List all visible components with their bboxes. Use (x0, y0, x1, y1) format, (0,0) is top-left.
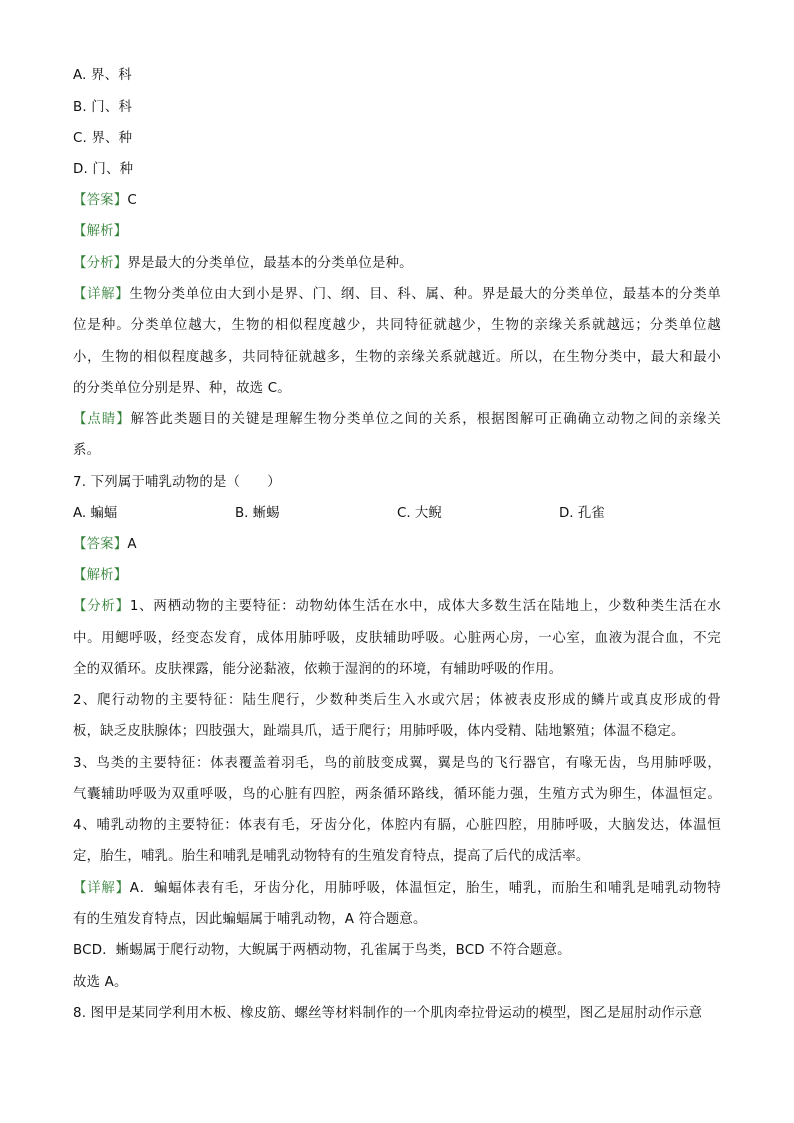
xiangjie-line-2: 位是种。分类单位越大，生物的相似程度越少，共同特征就越少，生物的亲缘关系就越远；分类单位越 (73, 318, 721, 333)
option-b: B. 门、科 (73, 100, 133, 115)
q7-analysis-tag: 【解析】 (73, 568, 128, 583)
q7-answer-tag: 【答案】 (73, 537, 128, 552)
q7-fenxi-line-3: 全的双循环。皮肤裸露，能分泌黏液，依赖于湿润的的环境，有辅助呼吸的作用。 (73, 662, 563, 677)
q8-stem: 8. 图甲是某同学利用木板、橡皮筋、螺丝等材料制作的一个肌肉牵拉骨运动的模型，图乙是屈肘动作示意 (73, 1006, 703, 1021)
q7-option-c: C. 大鲵 (397, 506, 442, 521)
q7-fenxi-text: 1、两栖动物的主要特征：动物幼体生活在水中，成体大多数生活在陆地上，少数种类生活在水 (129, 599, 721, 614)
q7-option-a: A. 蝙蝠 (73, 506, 118, 521)
answer-line (73, 191, 137, 211)
dianjing-line-1 (73, 410, 721, 430)
q7-xiangjie-line-1 (73, 879, 721, 899)
q7-xiangjie-line-3: BCD．蜥蜴属于爬行动物，大鲵属于两栖动物，孔雀属于鸟类，BCD 不符合题意。 (73, 943, 571, 958)
fenxi-text: 界是最大的分类单位，最基本的分类单位是种。 (127, 256, 413, 271)
fenxi-line (73, 254, 413, 274)
q7-fenxi-line-7: 气囊辅助呼吸为双重呼吸，鸟的心脏有四腔，两条循环路线，循环能力强，生殖方式为卵生，体温恒定。 (73, 787, 721, 802)
q7-fenxi-line-1 (73, 597, 721, 617)
xiangjie-line-4: 的分类单位分别是界、种，故选 C。 (73, 381, 291, 396)
option-c: C. 界、种 (73, 131, 133, 146)
option-a: A. 界、科 (73, 68, 132, 83)
xiangjie-tag: 【详解】 (73, 287, 130, 302)
xiangjie-line-3: 小，生物的相似程度越多，共同特征就越多，生物的亲缘关系就越近。所以，在生物分类中，最大和最小 (73, 350, 721, 365)
q7-fenxi-line-5: 板，缺乏皮肤腺体；四肢强大，趾端具爪，适于爬行；用肺呼吸，体内受精、陆地繁殖；体温不稳定。 (73, 724, 685, 739)
answer-value: C (127, 193, 137, 208)
q7-option-b: B. 蜥蜴 (235, 506, 280, 521)
xiangjie-text: 生物分类单位由大到小是界、门、纲、目、科、属、种。界是最大的分类单位，最基本的分类单 (129, 287, 721, 302)
q7-fenxi-line-6: 3、鸟类的主要特征：体表覆盖着羽毛，鸟的前肢变成翼，翼是鸟的飞行器官，有喙无齿，鸟用肺呼吸， (73, 756, 721, 771)
analysis-tag: 【解析】 (73, 224, 128, 239)
q7-fenxi-line-4: 2、爬行动物的主要特征：陆生爬行，少数种类后生入水或穴居；体被表皮形成的鳞片或真皮形成的骨 (73, 693, 721, 708)
answer-tag: 【答案】 (73, 193, 128, 208)
q7-fenxi-line-9: 定，胎生，哺乳。胎生和哺乳是哺乳动物特有的生殖发育特点，提高了后代的成活率。 (73, 849, 590, 864)
q7-fenxi-tag: 【分析】 (73, 599, 130, 614)
q7-fenxi-line-2: 中。用鳃呼吸，经变态发育，成体用肺呼吸，皮肤辅助呼吸。心脏两心房，一心室，血液为混合血，不完 (73, 631, 721, 646)
q7-answer-line (73, 535, 137, 555)
q7-xiangjie-line-4: 故选 A。 (73, 975, 128, 990)
q7-option-d: D. 孔雀 (559, 506, 605, 521)
dianjing-line-2: 系。 (73, 443, 101, 458)
xiangjie-line-1 (73, 285, 721, 305)
q7-xiangjie-line-2: 有的生殖发育特点，因此蝙蝠属于哺乳动物，A 符合题意。 (73, 912, 427, 927)
q7-fenxi-line-8: 4、哺乳动物的主要特征：体表有毛，牙齿分化，体腔内有膈，心脏四腔，用肺呼吸，大脑发达，体温恒 (73, 818, 721, 833)
option-d: D. 门、种 (73, 162, 134, 177)
q7-xiangjie-tag: 【详解】 (73, 881, 130, 896)
dianjing-text: 解答此类题目的关键是理解生物分类单位之间的关系，根据图解可正确确立动物之间的亲缘关 (130, 412, 721, 427)
q7-answer-value: A (127, 537, 137, 552)
dianjing-tag: 【点睛】 (73, 412, 131, 427)
q7-xiangjie-text: A．蝙蝠体表有毛，牙齿分化，用肺呼吸，体温恒定，胎生，哺乳，而胎生和哺乳是哺乳动物特 (129, 881, 721, 896)
q7-stem: 7. 下列属于哺乳动物的是（ ） (73, 475, 281, 490)
fenxi-tag: 【分析】 (73, 256, 128, 271)
